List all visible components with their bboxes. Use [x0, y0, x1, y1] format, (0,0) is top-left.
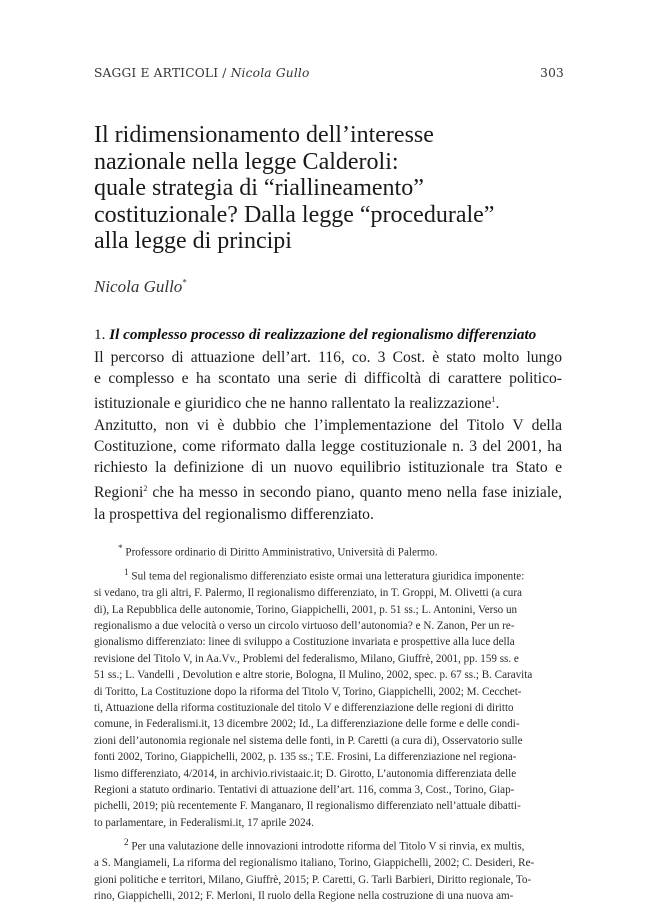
- page-number: 303: [540, 66, 564, 80]
- footnote-line: comune, in Federalismi.it, 13 dicembre 2002; Id., La differenziazione delle forme e delle condi-: [94, 718, 520, 731]
- body-line: [94, 389, 562, 414]
- footnote-star: [94, 541, 564, 561]
- title-line: nazionale nella legge Calderoli:: [94, 148, 399, 175]
- body-paragraphs: [94, 347, 562, 525]
- footnote-line: revisione del Titolo V, in Aa.Vv., Problemi del federalismo, Milano, Giuffrè, 2001, pp. 159 ss. e: [94, 652, 519, 665]
- section-heading: [94, 326, 574, 344]
- footnote-line: si vedano, tra gli altri, F. Palermo, Il regionalismo differenziato, in T. Groppi, M. Olivetti (a cura: [94, 587, 522, 600]
- body-line-text: istituzionale e giuridico che ne hanno rallentato la realizzazione: [94, 395, 492, 413]
- running-head-separator: /: [218, 66, 231, 80]
- body-line: richiesto la definizione di un nuovo equilibrio istituzionale tra Stato e: [94, 459, 562, 477]
- footnote-line: Per una valutazione delle innovazioni introdotte riforma del Titolo V si rinvia, ex multis,: [131, 840, 525, 853]
- footnote-line: pichelli, 2019; più recentemente F. Manganaro, Il regionalismo differenziato nell’attuale dibatti-: [94, 800, 521, 813]
- byline-author: Nicola Gullo: [94, 277, 183, 296]
- author-footnote-mark: *: [182, 277, 187, 288]
- body-line: Anzitutto, non vi è dubbio che l’implementazione del Titolo V della: [94, 416, 562, 434]
- footnote-ref-1[interactable]: 1: [491, 395, 496, 405]
- footnotes: [94, 541, 564, 905]
- footnote-ref-2[interactable]: 2: [143, 484, 148, 494]
- footnote-line: Regioni a statuto ordinario. Tentativi di attuazione dell’art. 116, comma 3, Cost., Torino, Giap-: [94, 784, 515, 797]
- footnote-line: gioni politiche e territori, Milano, Giuffrè, 2015; P. Caretti, G. Tarli Barbieri, Diritto regionale, To-: [94, 873, 532, 886]
- body-line-rest: che ha messo in secondo piano, quanto meno nella fase iniziale,: [147, 484, 562, 502]
- body-line-text: Regioni: [94, 484, 144, 502]
- byline: [94, 277, 187, 297]
- section-number: 1.: [94, 326, 106, 343]
- title-line: costituzionale? Dalla legge “procedurale”: [94, 201, 495, 228]
- footnote-line: di Toritto, La Costituzione dopo la riforma del Titolo V, Torino, Giappichelli, 2002; M. Cecchet-: [94, 685, 522, 698]
- footnote-star-text: Professore ordinario di Diritto Amministrativo, Università di Palermo.: [125, 546, 438, 559]
- footnote-line: gionalismo differenziato: linee di sviluppo a Costituzione invariata e prospettive alla luce della: [94, 636, 515, 649]
- footnote-line: lismo differenziato, 4/2014, in archivio.rivistaaic.it; D. Girotto, L’autonomia differenziata delle: [94, 767, 517, 780]
- footnote-line: a S. Mangiameli, La riforma del regionalismo italiano, Torino, Giappichelli, 2002; C. Desideri, Re-: [94, 857, 535, 870]
- footnote-line: regionalismo a due velocità o verso un circolo virtuoso dell’autonomia? e N. Zanon, Per un re-: [94, 620, 515, 632]
- article-title: [94, 122, 574, 255]
- footnote-line: Sul tema del regionalismo differenziato esiste ormai una letteratura giuridica imponente:: [131, 570, 525, 583]
- footnote-2-mark: 2: [124, 838, 129, 849]
- footnote-line: to parlamentare, in Federalismi.it, 17 aprile 2024.: [94, 816, 314, 829]
- body-line: Costituzione, come riformato dalla legge costituzionale n. 3 del 2001, ha: [94, 438, 562, 455]
- footnote-line: fonti 2002, Torino, Giappichelli, 2002, p. 135 ss.; T.E. Frosini, La differenziazione nel regiona-: [94, 751, 517, 764]
- footnote-line: zioni dell’autonomia regionale nel sistema delle fonti, in P. Caretti (a cura di), Osservatorio sulle: [94, 734, 523, 747]
- footnote-star-mark: *: [118, 544, 123, 554]
- footnote-1-first-line: [94, 565, 564, 585]
- running-head: [94, 66, 564, 80]
- section-title: Il complesso processo di realizzazione del regionalismo differenziato: [109, 326, 537, 343]
- title-line: Il ridimensionamento dell’interesse: [94, 122, 434, 148]
- footnote-2-first-line: [94, 835, 564, 855]
- running-head-author: Nicola Gullo: [230, 66, 310, 80]
- body-line: Il percorso di attuazione dell’art. 116, co. 3 Cost. è stato molto lungo: [94, 349, 562, 366]
- footnote-1-mark: 1: [124, 568, 129, 579]
- footnote-line: ti, Attuazione della riforma costituzionale del titolo V e differenziazione delle regioni di diritto: [94, 702, 514, 715]
- footnote-line: rino, Giappichelli, 2012; F. Merloni, Il ruolo della Regione nella costruzione di una nuova am-: [94, 890, 514, 903]
- body-line-end: .: [495, 395, 500, 413]
- journal-section: SAGGI E ARTICOLI: [94, 66, 219, 80]
- title-line: quale strategia di “riallineamento”: [94, 175, 424, 201]
- body-line: la prospettiva del regionalismo differenziato.: [94, 505, 374, 523]
- body-line: e complesso e ha scontato una serie di difficoltà di carattere politico-: [94, 370, 562, 388]
- running-head-left: [94, 66, 310, 80]
- footnote-line: di), La Repubblica delle autonomie, Torino, Giappichelli, 2001, p. 51 ss.; L. Antonini, Verso un: [94, 603, 518, 616]
- body-line: [94, 478, 562, 503]
- footnote-line: 51 ss.; L. Vandelli , Devolution e altre storie, Bologna, Il Mulino, 2002, spec. p. 67 ss.; B. Caravita: [94, 669, 533, 682]
- title-line: alla legge di principi: [94, 228, 292, 254]
